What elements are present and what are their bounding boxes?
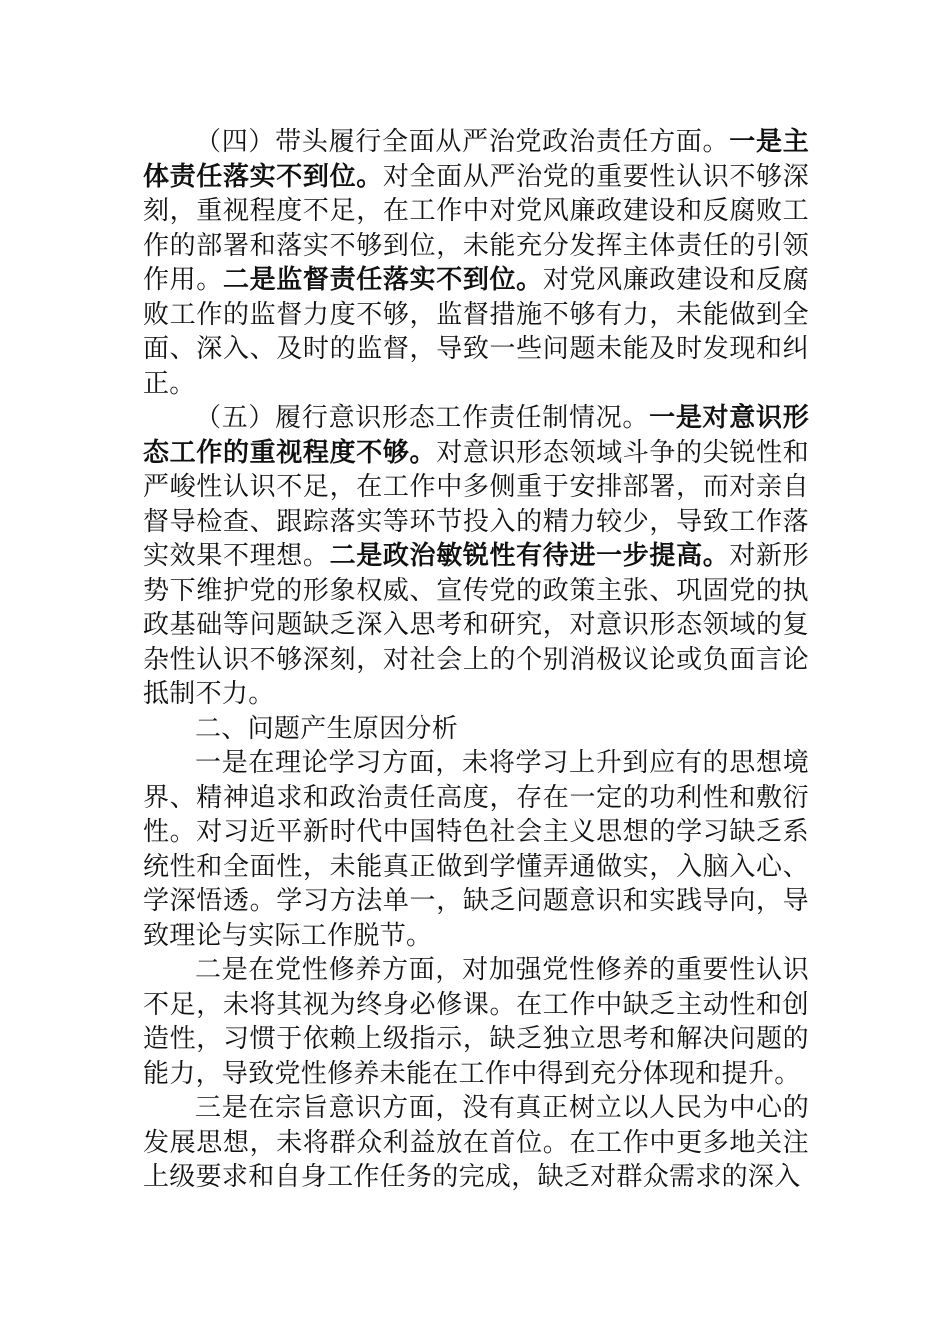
section-4-heading: （四）带头履行全面从严治党政治责任方面。 [195, 127, 730, 157]
section-4-point-2-text: 对党风廉政建设和反腐败工作的监督力度不够，监督措施不够有力，未能做到全面、深入、及时的监督，导致一些问题未能及时发现和纠正。 [143, 265, 809, 399]
section-5-point-2-title: 二是政治敏锐性有待进一步提高。 [329, 541, 730, 571]
section-5-heading: （五）履行意识形态工作责任制情况。 [195, 403, 650, 433]
reason-3-paragraph: 三是在宗旨意识方面，没有真正树立以人民为中心的发展思想，未将群众利益放在首位。在工作中更多地关注上级要求和自身工作任务的完成，缺乏对群众需求的深入 [143, 1093, 809, 1192]
section-5-point-1-title: 一是对意识形态工作的重视程度不够。 [143, 403, 809, 468]
reason-2-paragraph: 二是在党性修养方面，对加强党性修养的重要性认识不足，未将其视为终身必修课。在工作中缺乏主动性和创造性，习惯于依赖上级指示，缺乏独立思考和解决问题的能力，导致党性修养未能在工作中得到充分体现和提升。 [143, 955, 809, 1089]
section-5-point-2-text: 对新形势下维护党的形象权威、宣传党的政策主张、巩固党的执政基础等问题缺乏深入思考和研究，对意识形态领域的复杂性认识不够深刻，对社会上的个别消极议论或负面言论抵制不力。 [143, 541, 809, 709]
section-4-point-1-text: 对全面从严治党的重要性认识不够深刻，重视程度不足，在工作中对党风廉政建设和反腐败工作的部署和落实不够到位，未能充分发挥主体责任的引领作用。 [143, 161, 809, 295]
part-2-heading: 二、问题产生原因分析 [195, 713, 459, 744]
section-5-paragraph [143, 401, 809, 712]
section-5-point-1-text: 对意识形态领域斗争的尖锐性和严峻性认识不足，在工作中多侧重于安排部署，而对亲自督导检查、跟踪落实等环节投入的精力较少，导致工作落实效果不理想。 [143, 437, 809, 571]
reason-1-paragraph: 一是在理论学习方面，未将学习上升到应有的思想境界、精神追求和政治责任高度，存在一定的功利性和敷衍性。对习近平新时代中国特色社会主义思想的学习缺乏系统性和全面性，未能真正做到学懂弄通做实，入脑入心、学深悟透。学习方法单一，缺乏问题意识和实践导向，导致理论与实际工作脱节。 [143, 748, 809, 951]
section-4-point-1-title: 一是主体责任落实不到位。 [143, 127, 809, 192]
section-4-paragraph [143, 125, 809, 401]
section-4-point-2-title: 二是监督责任落实不到位。 [222, 265, 543, 295]
document-page [143, 125, 809, 1195]
